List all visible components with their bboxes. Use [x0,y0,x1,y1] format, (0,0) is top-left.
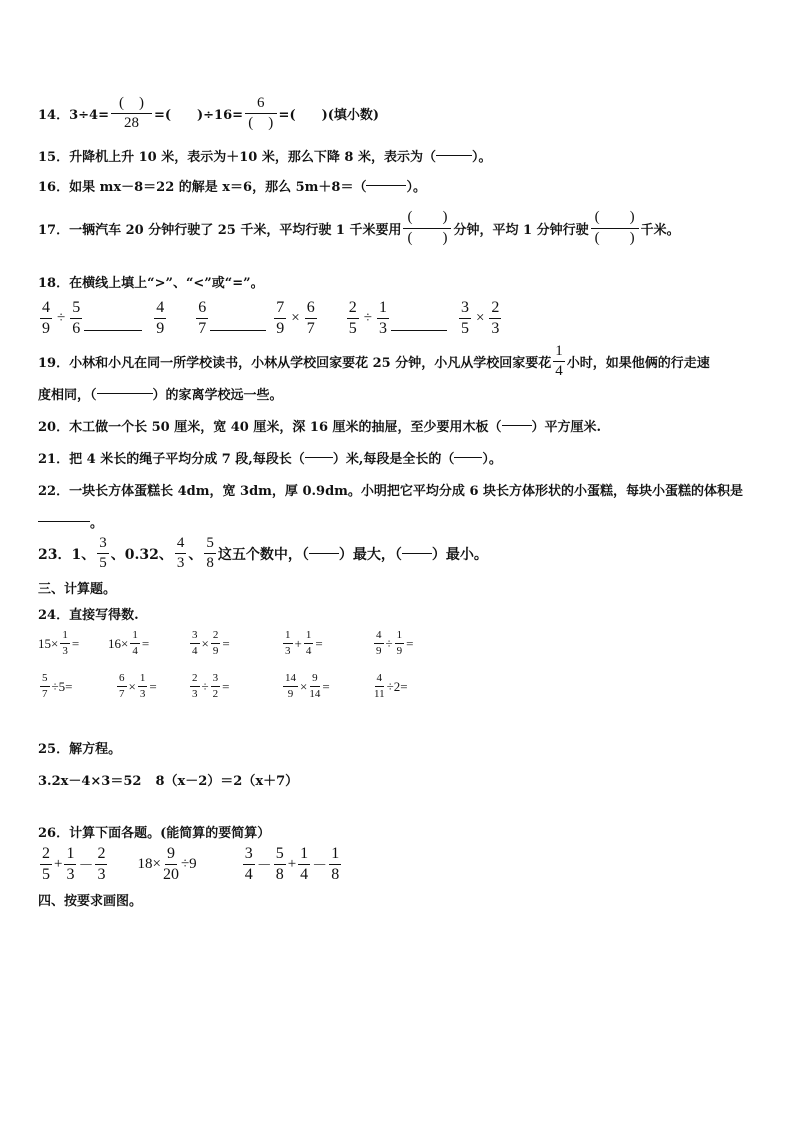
question-25-equations: 3.2x－4×3＝52 8（x－2）＝2（x＋7） [38,774,299,789]
answer-blank[interactable] [38,521,90,522]
question-15: 15．升降机上升 10 米，表示为＋10 米，那么下降 8 米，表示为（ ）。 [38,150,492,165]
question-23: 23．1、 $\frac{3}{5}$ 、0.32、 $\frac{4}{3}$ 、 $\frac{5}{8}$ 这五个数中，（ ）最大，（ ）最小。 [38,535,488,571]
calc-item: 15× $\frac{1}{3}$ = [38,629,80,657]
calc-item: $\frac{3}{4}$ × $\frac{2}{9}$ = [192,629,230,657]
question-18-comparisons: $\frac{4}{9}$ ÷ $\frac{5}{6}$ $\frac{4}{9}$ $\frac{6}{7}$ $\frac{7}{9}$ × $\frac{6}{7}$ $\frac{2}{5}$ ÷ $\frac{1}{3}$ $\frac{3}{5}$ × $\frac{2}{3}$ [42,299,500,337]
question-26-title: 26．计算下面各题。(能简算的要简算） [38,826,271,841]
calc-item: $\frac{1}{3}$ + $\frac{1}{4}$ = [285,629,323,657]
question-17: 17．一辆汽车 20 分钟行驶了 25 千米，平均行驶 1 千米要用 $\frac{( )}{( )}$ 分钟，平均 1 分钟行驶 $\frac{( )}{( )}$ 千米。 [38,209,680,246]
question-14: 14．3÷4= $\frac{( )}{28}$ =( )÷16= $\frac{6}{( )}$ =( )(填小数) [38,95,380,131]
compare-blank[interactable] [84,330,142,331]
question-25-title: 25．解方程。 [38,742,122,757]
question-26-expressions: $\frac{2}{5}$ + $\frac{1}{3}$ － $\frac{2}{3}$ 18× $\frac{9}{20}$ ÷9 $\frac{3}{4}$ － $\frac{5}{8}$ + $\frac{1}{4}$ － $\frac{1}{8}$ [42,845,340,883]
section-3-heading: 三、计算题。 [38,582,117,597]
fraction-blank[interactable]: $\frac{( )}{( )}$ [403,210,451,246]
calc-item: 16× $\frac{1}{4}$ = [108,629,150,657]
answer-blank[interactable] [309,553,339,554]
compare-blank[interactable] [391,330,447,331]
answer-blank[interactable] [436,155,472,156]
calc-item: $\frac{4}{11}$ ÷2= [374,672,408,700]
question-21: 21．把 4 米长的绳子平均分成 7 段,每段长（ ）米,每段是全长的（ ）。 [38,452,502,467]
fraction: $\frac{( )}{28}$ [111,96,152,131]
answer-blank[interactable] [402,553,432,554]
answer-blank[interactable] [502,425,532,426]
answer-blank[interactable] [366,185,406,186]
fraction-blank[interactable]: $\frac{( )}{( )}$ [591,210,639,246]
calc-item: $\frac{6}{7}$ × $\frac{1}{3}$ = [119,672,157,700]
answer-blank[interactable] [305,457,333,458]
fraction: $\frac{6}{( )}$ [245,96,277,131]
calc-item: $\frac{14}{9}$ × $\frac{9}{14}$ = [285,672,330,700]
question-19-line2: 度相同，（ ）的家离学校远一些。 [38,388,283,403]
question-19-line1: 19．小林和小凡在同一所学校读书，小林从学校回家要花 25 分钟，小凡从学校回家要花 $\frac{1}{4}$ 小时，如果他俩的行走速 [38,343,710,379]
question-22-line2: 。 [38,512,103,531]
question-22-line1: 22．一块长方体蛋糕长 4dm，宽 3dm，厚 0.9dm。小明把它平均分成 6 块长方体形状的小蛋糕，每块小蛋糕的体积是 [38,484,744,499]
answer-blank[interactable] [97,393,153,394]
calc-item: $\frac{4}{9}$ ÷ $\frac{1}{9}$ = [376,629,414,657]
question-20: 20．木工做一个长 50 厘米，宽 40 厘米，深 16 厘米的抽屉，至少要用木板（ ）平方厘米. [38,420,602,435]
calc-item: $\frac{5}{7}$ ÷5= [42,672,73,700]
calc-item: $\frac{2}{3}$ ÷ $\frac{3}{2}$ = [192,672,230,700]
question-16: 16．如果 mx－8＝22 的解是 x＝6，那么 5m＋8＝（ ）。 [38,180,426,195]
compare-blank[interactable] [210,330,266,331]
section-4-heading: 四、按要求画图。 [38,894,143,909]
answer-blank[interactable] [454,457,482,458]
question-24-title: 24．直接写得数. [38,608,139,623]
question-18-title: 18．在横线上填上“>”、“<”或“=”。 [38,276,264,291]
